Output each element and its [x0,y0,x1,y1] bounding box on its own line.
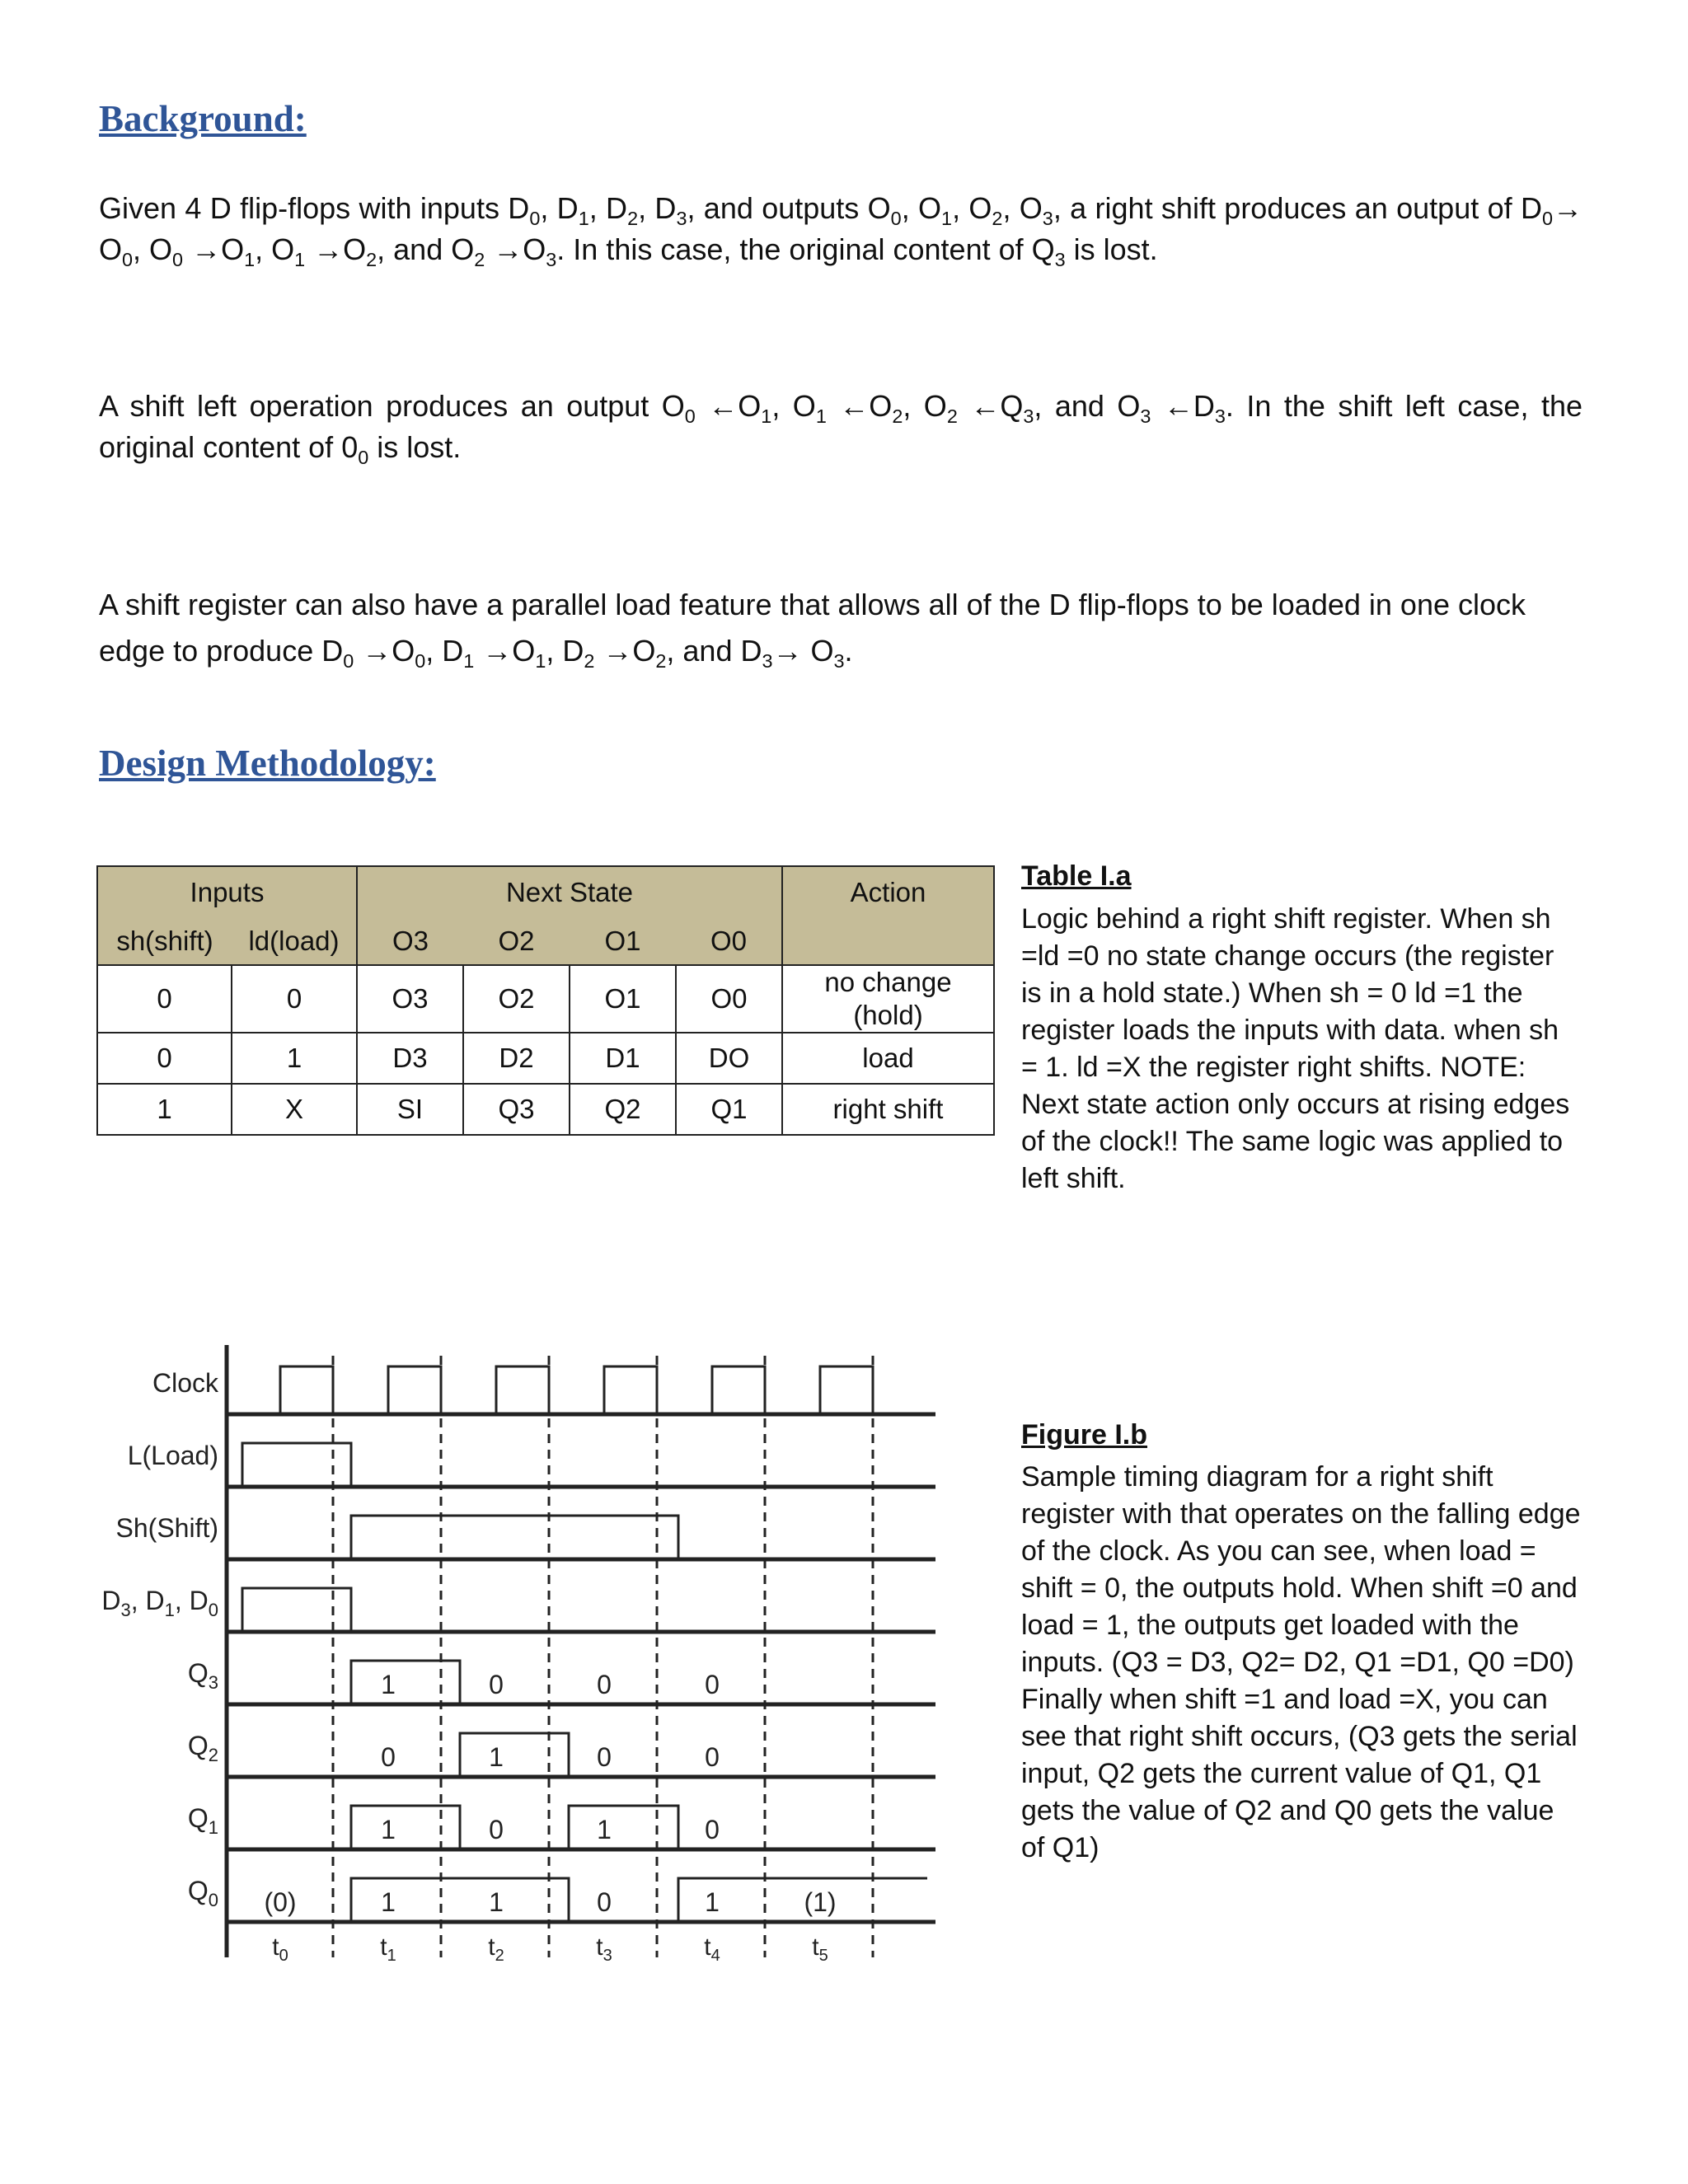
time-label-t4: $t_4$ [704,1933,720,1965]
table-col-o0: O0 [676,917,782,965]
table-cell: O2 [463,965,570,1033]
background-paragraph-parallel-load: A shift register can also have a parallel load feature that allows all of the D flip-flops to be loaded in one clock edge to produce $D_0 \to O_0$, $D_1 \to O_1$, $D_2 \to O_2$, and $D_3\to O_3$. [99,588,1526,673]
table-header-next-state: Next State [357,866,782,917]
table-header-inputs: Inputs [97,866,357,917]
action-line-1: no change [824,967,952,997]
q2-value: 0 [597,1742,612,1772]
table-cell: Q2 [570,1084,676,1135]
time-label-t2: $t_2$ [488,1933,504,1965]
q3-value: 1 [381,1670,396,1699]
q0-value: (0) [264,1887,297,1917]
q0-value: 1 [705,1887,720,1917]
background-paragraph-right-shift: Given 4 D flip-flops with inputs $D_0$, $D_1$, $D_2$, $D_3$, and outputs $O_0$, $O_1$, $O_2$, $O_3$, a right shift produces an output of $D_0\to O_0$, $O_0 \to O_1$, $O_1 \to O_2$, and $O_2 \to O_3$. In this case, the original content of $Q_3$ is lost. [99,191,1582,271]
table-cell: SI [357,1084,463,1135]
q2-value: 1 [489,1742,504,1772]
table-row [97,965,994,1033]
q2-waveform [460,1733,569,1775]
q0-value: 1 [489,1887,504,1917]
table-caption-title: Table I.a [1021,860,1132,892]
table-col-o3: O3 [357,917,463,965]
time-label-t5: $t_5$ [812,1933,828,1965]
table-col-shift: sh(shift) [97,917,232,965]
q3-value: 0 [597,1670,612,1699]
figure-caption-text: Sample timing diagram for a right shift register with that operates on the falling edge of the clock. As you can see, when load = shift = 0, the outputs hold. When shift =0 and load = 1, the outputs get loaded with the inputs. (Q3 = D3, Q2= D2, Q1 =D1, Q0 =D0) Finally when shift =1 and load =X, you can see that right shift occurs, (Q3 gets the serial input, Q2 gets the current value of Q1, Q1 gets the value of Q2 and Q0 gets the value of Q1) [1021,1461,1581,1863]
table-header-action: Action [782,866,994,917]
table-cell: D1 [570,1033,676,1084]
table-col-o1: O1 [570,917,676,965]
table-cell-action [782,965,994,1033]
q1-value: 0 [489,1815,504,1844]
label-shift: Sh(Shift) [115,1513,218,1543]
table-cell: O0 [676,965,782,1033]
label-clock: Clock [152,1368,218,1398]
label-q3: $Q_3$ [187,1658,218,1693]
q1-value: 1 [381,1815,396,1844]
label-data-inputs: $D_3$, $D_1$, $D_0$ [101,1586,218,1620]
q0-value: (1) [804,1887,837,1917]
q1-waveform [351,1806,678,1848]
q0-value: 0 [597,1887,612,1917]
table-cell-action: right shift [782,1084,994,1135]
design-methodology-heading: Design Methodology: [99,743,436,784]
q0-value: 1 [381,1887,396,1917]
table-cell: 1 [97,1084,232,1135]
figure-caption-title: Figure I.b [1021,1419,1147,1451]
q1-value: 0 [705,1815,720,1844]
label-q0: $Q_0$ [187,1876,218,1910]
table-cell: O1 [570,965,676,1033]
table-cell: D2 [463,1033,570,1084]
table-col-action-blank [782,917,994,965]
label-load: L(Load) [127,1441,218,1470]
label-q1: $Q_1$ [187,1803,218,1838]
time-label-t3: $t_3$ [596,1933,612,1965]
table-cell: DO [676,1033,782,1084]
shift-waveform [351,1516,678,1558]
q3-value: 0 [705,1670,720,1699]
data-waveform [242,1588,351,1630]
truth-table [96,865,995,1136]
q3-waveform [351,1661,460,1703]
table-row [97,1033,994,1084]
table-cell: 0 [97,965,232,1033]
q3-value: 0 [489,1670,504,1699]
timing-diagram [82,1335,948,1978]
table-col-load: ld(load) [232,917,357,965]
table-cell: 0 [232,965,357,1033]
table-caption-text: Logic behind a right shift register. When sh =ld =0 no state change occurs (the register is in a hold state.) When sh = 0 ld =1 the register loads the inputs with data. when sh = 1. ld =X the register right shifts. NOTE: Next state action only occurs at rising edges of the clock!! The same logic was applied to left shift. [1021,903,1570,1194]
table-cell-action: load [782,1033,994,1084]
table-cell: Q1 [676,1084,782,1135]
table-col-o2: O2 [463,917,570,965]
table-cell: X [232,1084,357,1135]
background-heading: Background: [99,98,307,139]
background-paragraph-left-shift: A shift left operation produces an output $O_0$ $\leftarrow O_1$, $O_1$ $\leftarrow O_2$, $O_2$ $\leftarrow Q_3$, and $O_3$ $\leftarrow D_3$. In the shift left case, the original content of $0_0$ is lost. [99,389,1582,469]
table-cell: O3 [357,965,463,1033]
table-cell: D3 [357,1033,463,1084]
clock-waveform [280,1366,873,1413]
table-cell: 1 [232,1033,357,1084]
time-label-t1: $t_1$ [380,1933,396,1965]
load-waveform [242,1443,351,1485]
action-line-2: (hold) [853,1000,923,1030]
q2-value: 0 [705,1742,720,1772]
table-cell: 0 [97,1033,232,1084]
q2-value: 0 [381,1742,396,1772]
q0-waveform [351,1878,927,1920]
time-label-t0: $t_0$ [272,1933,288,1965]
table-cell: Q3 [463,1084,570,1135]
q1-value: 1 [597,1815,612,1844]
label-q2: $Q_2$ [187,1731,218,1765]
table-row [97,1084,994,1135]
